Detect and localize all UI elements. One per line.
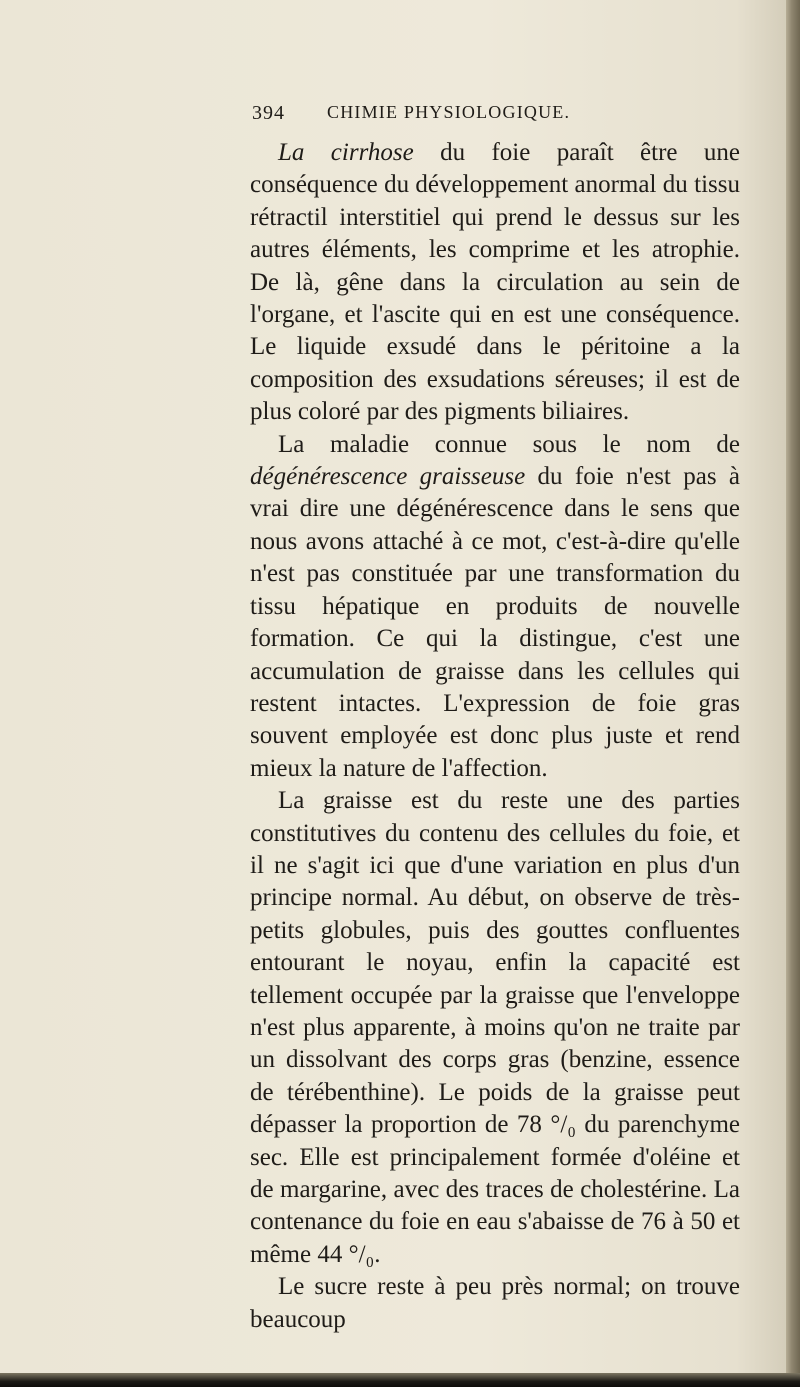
paragraph-sucre	[250, 1271, 740, 1336]
running-head	[252, 102, 772, 136]
italic-term-degenerescence: dégénérescence graisseuse	[250, 463, 526, 491]
italic-term-cirrhose: La cirrhose	[278, 139, 414, 166]
paragraph-text: Le sucre reste à peu près normal; on trouve beaucoup	[250, 1273, 740, 1333]
page-edge-bottom	[0, 1373, 800, 1387]
paragraph-graisse	[250, 785, 740, 1271]
body-text	[250, 137, 740, 1336]
page-number: 394	[252, 102, 285, 124]
paragraph-cirrhose	[250, 137, 740, 429]
page-edge-right	[786, 0, 800, 1387]
paragraph-text: La graisse est du reste une des parties constitutives du contenu des cellules du foie, et il ne s'agit ici que d'une variation en plus d'un principe normal. Au début, on observe de très-petits globules, puis des gouttes confluentes entourant le noyau, enfin la capacité est tellement occupée par la graisse que l'enveloppe n'est plus apparente, à moins qu'on ne traite par un dissolvant des corps gras (benzine, essence de térébenthine). Le poids de la graisse peut dépasser la proportion de 78 °/₀ du parenchyme sec. Elle est principalement formée d'oléine et de margarine, avec des traces de cholestérine. La contenance du foie en eau s'abaisse de 76 à 50 et même 44 °/₀.	[250, 787, 740, 1268]
paragraph-text: du foie paraît être une conséquence du développement anormal du tissu rétractil interstitiel qui prend le dessus sur les autres éléments, les comprime et les atrophie. De là, gêne dans la circulation au sein de l'organe, et l'ascite qui en est une conséquence. Le liquide exsudé dans le péritoine a la composition des exsudations séreuses; il est de plus coloré par des pigments biliaires.	[250, 139, 741, 426]
paragraph-degenerescence	[250, 429, 740, 785]
paragraph-text: du foie n'est pas à vrai dire une dégénérescence dans le sens que nous avons attaché à ce mot, c'est-à-dire qu'elle n'est pas constituée par une transformation du tissu hépatique en produits de nouvelle formation. Ce qui la distingue, c'est une accumulation de graisse dans les cellules qui restent intactes. L'expression de foie gras souvent employée est donc plus juste et rend mieux la nature de l'affection.	[250, 463, 740, 782]
paragraph-text: La maladie connue sous le nom de	[278, 430, 740, 458]
page-header-title: CHIMIE PHYSIOLOGIQUE.	[327, 102, 571, 122]
